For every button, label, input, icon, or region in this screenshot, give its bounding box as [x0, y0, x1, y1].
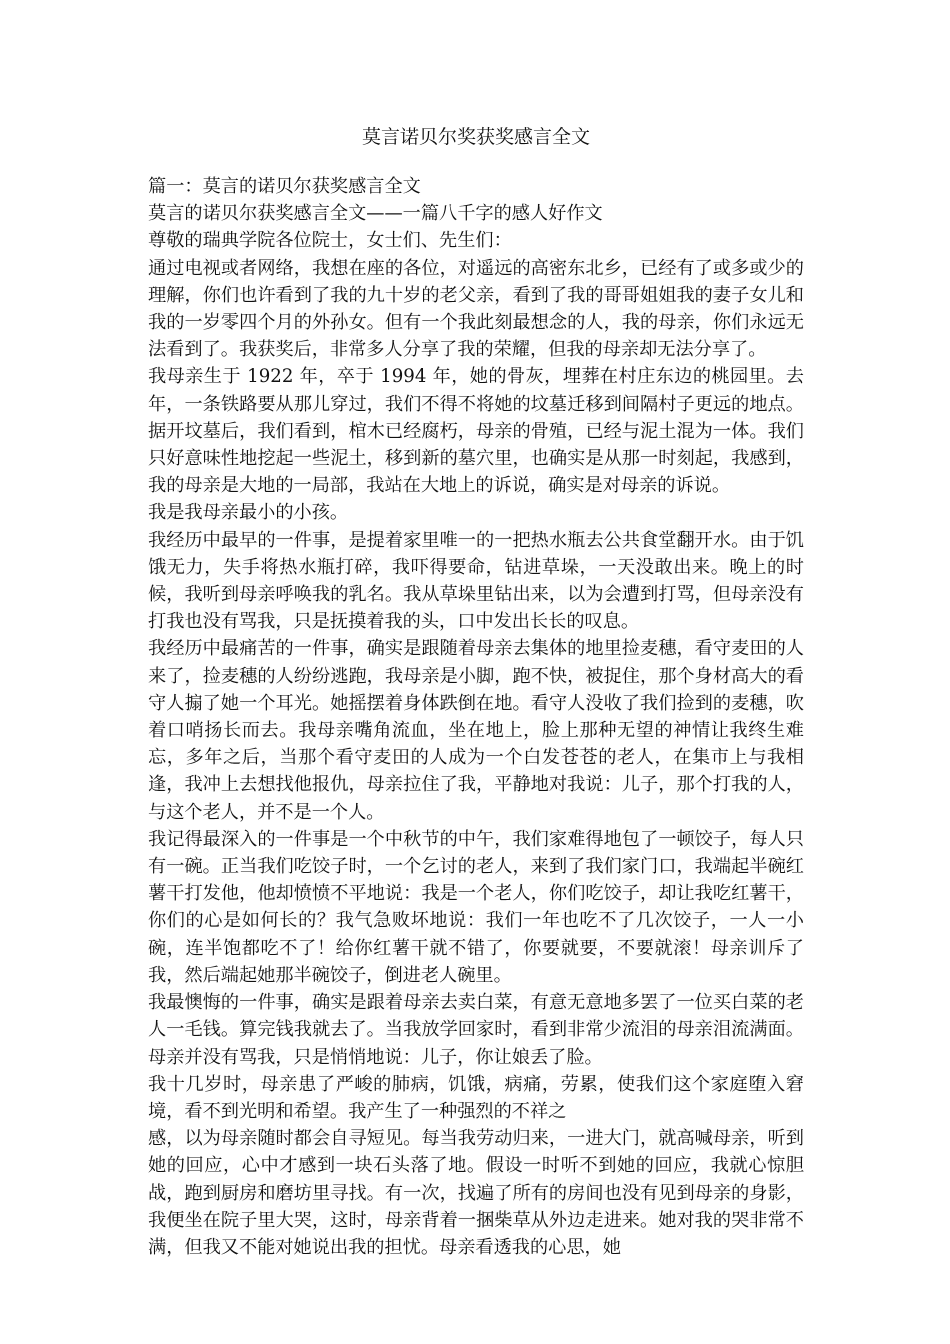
- paragraph: 感，以为母亲随时都会自寻短见。每当我劳动归来，一进大门，就高喊母亲，听到她的回应，心中才感到一块石头落了地。假设一时听不到她的回应，我就心惊胆战，跑到厨房和磨坊里寻找。有一次，找遍了所有的房间也没有见到母亲的身影，我便坐在院子里大哭，这时，母亲背着一捆柴草从外边走进来。她对我的哭非常不满，但我又不能对她说出我的担忧。母亲看透我的心思，她: [148, 1128, 804, 1258]
- paragraph: 我母亲生于 1922 年，卒于 1994 年，她的骨灰，埋葬在村庄东边的桃园里。去年，一条铁路要从那儿穿过，我们不得不将她的坟墓迁移到间隔村子更远的地点。据开坟墓后，我们看到，棺木已经腐朽，母亲的骨殖，已经与泥土混为一体。我们只好意味性地挖起一些泥土，移到新的墓穴里，也确实是从那一时刻起，我感到，我的母亲是大地的一局部，我站在大地上的诉说，确实是对母亲的诉说。: [148, 366, 804, 497]
- paragraph: 我记得最深入的一件事是一个中秋节的中午，我们家难得地包了一顿饺子，每人只有一碗。正当我们吃饺子时，一个乞讨的老人，来到了我们家门口，我端起半碗红薯干打发他，他却愤愤不平地说：我是一个老人，你们吃饺子，却让我吃红薯干，你们的心是如何长的？我气急败坏地说：我们一年也吃不了几次饺子，一人一小碗，连半饱都吃不了！给你红薯干就不错了，你要就要，不要就滚！母亲训斥了我，然后端起她那半碗饺子，倒进老人碗里。: [148, 828, 804, 986]
- paragraph: 通过电视或者网络，我想在座的各位，对遥远的高密东北乡，已经有了或多或少的理解，你们也许看到了我的九十岁的老父亲，看到了我的哥哥姐姐我的妻子女儿和我的一岁零四个月的外孙女。但有一个我此刻最想念的人，我的母亲，你们永远无法看到了。我获奖后，非常多人分享了我的荣耀，但我的母亲却无法分享了。: [148, 257, 804, 361]
- paragraph: 我十几岁时，母亲患了严峻的肺病，饥饿，病痛，劳累，使我们这个家庭堕入窘境，看不到光明和希望。我产生了一种强烈的不祥之: [148, 1073, 804, 1122]
- paragraph: 我经历中最早的一件事，是提着家里唯一的一把热水瓶去公共食堂翻开水。由于饥饿无力，失手将热水瓶打碎，我吓得要命，钻进草垛，一天没敢出来。晚上的时候，我听到母亲呼唤我的乳名。我从草垛里钻出来，以为会遭到打骂，但母亲没有打我也没有骂我，只是抚摸着我的头，口中发出长长的叹息。: [148, 529, 804, 633]
- paragraph: 我最懊悔的一件事，确实是跟着母亲去卖白菜，有意无意地多罢了一位买白菜的老人一毛钱。算完钱我就去了。当我放学回家时，看到非常少流泪的母亲泪流满面。母亲并没有骂我，只是悄悄地说：儿子，你让娘丢了脸。: [148, 992, 804, 1068]
- paragraph-salutation: 尊敬的瑞典学院各位院士，女士们、先生们：: [148, 230, 512, 252]
- document-title: 莫言诺贝尔奖获奖感言全文: [361, 126, 590, 148]
- document-page: [148, 0, 804, 1344]
- paragraph-subtitle: 莫言的诺贝尔获奖感言全文——一篇八千字的感人好作文: [148, 203, 603, 225]
- paragraph: 我经历中最痛苦的一件事，确实是跟随着母亲去集体的地里捡麦穗，看守麦田的人来了，捡麦穗的人纷纷逃跑，我母亲是小脚，跑不快，被捉住，那个身材高大的看守人搧了她一个耳光。她摇摆着身体跌倒在地。看守人没收了我们捡到的麦穗，吹着口哨扬长而去。我母亲嘴角流血，坐在地上，脸上那种无望的神情让我终生难忘，多年之后，当那个看守麦田的人成为一个白发苍苍的老人，在集市上与我相逢，我冲上去想找他报仇，母亲拉住了我，平静地对我说：儿子，那个打我的人，与这个老人，并不是一个人。: [148, 638, 804, 823]
- document-body: [148, 173, 804, 1261]
- paragraph: 我是我母亲最小的小孩。: [148, 502, 349, 524]
- paragraph-section-heading: 篇一：莫言的诺贝尔获奖感言全文: [148, 176, 421, 197]
